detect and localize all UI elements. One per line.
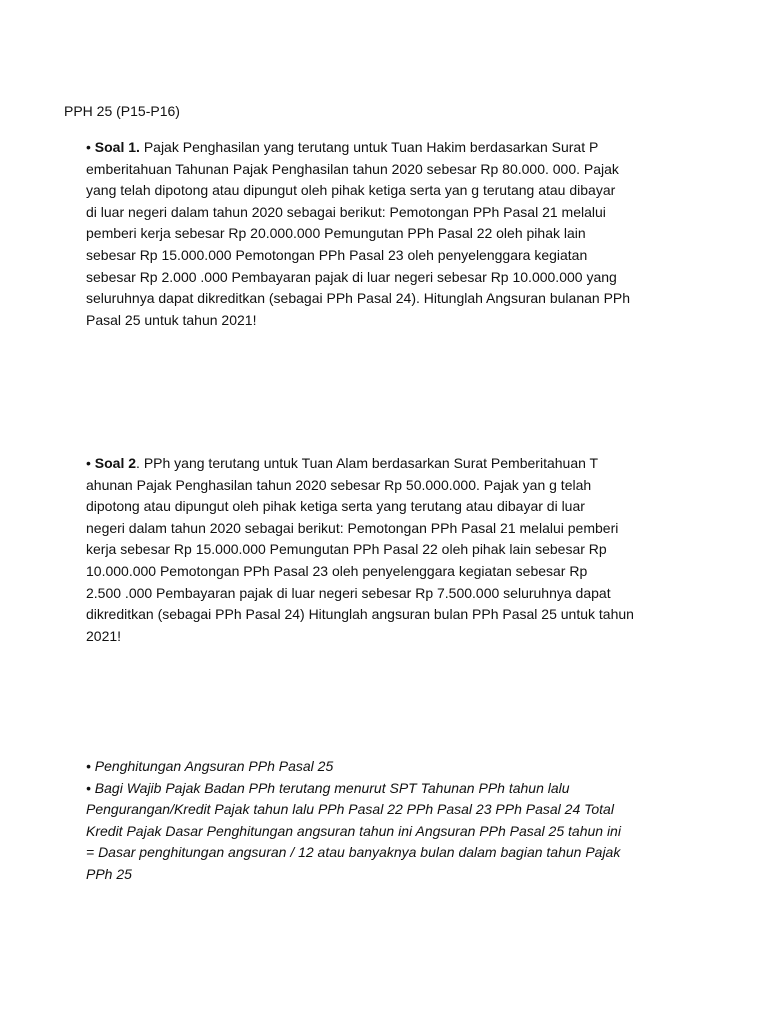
soal-2-text: kerja sebesar Rp 15.000.000 Pemungutan PPh Pasal 22 oleh pihak lain sebesar Rp [86, 541, 607, 558]
soal-1-text: sebesar Rp 2.000 .000 Pembayaran pajak di luar negeri sebesar Rp 10.000.000 yang [86, 268, 617, 285]
penghitungan-text: Kredit Pajak Dasar Penghitungan angsuran tahun ini Angsuran PPh Pasal 25 tahun ini [86, 822, 621, 839]
penghitungan-text: Pengurangan/Kredit Pajak tahun lalu PPh Pasal 22 PPh Pasal 23 PPh Pasal 24 Total [86, 801, 614, 818]
soal-1-text: yang telah dipotong atau dipungut oleh pihak ketiga serta yan g terutang atau dibayar [86, 182, 616, 199]
soal-1-text: Pasal 25 untuk tahun 2021! [86, 311, 257, 328]
penghitungan-text: • Bagi Wajib Pajak Badan PPh terutang menurut SPT Tahunan PPh tahun lalu [86, 779, 570, 796]
soal-1-text: seluruhnya dapat dikreditkan (sebagai PPh Pasal 24). Hitunglah Angsuran bulanan PPh [86, 290, 631, 307]
penghitungan-text: PPh 25 [86, 865, 132, 882]
soal-1-text: emberitahuan Tahunan Pajak Penghasilan tahun 2020 sebesar Rp 80.000. 000. Pajak [86, 160, 619, 177]
soal-2-text: . PPh yang terutang untuk Tuan Alam berdasarkan Surat Pemberitahuan T [136, 455, 599, 471]
soal-1-text: di luar negeri dalam tahun 2020 sebagai berikut: Pemotongan PPh Pasal 21 melalui [86, 203, 606, 220]
soal-2-text: 10.000.000 Pemotongan PPh Pasal 23 oleh penyelenggara kegiatan sebesar Rp [86, 562, 588, 579]
soal-2-text: ahunan Pajak Penghasilan tahun 2020 sebesar Rp 50.000.000. Pajak yan g telah [86, 476, 592, 493]
bullet: • [86, 139, 95, 155]
penghitungan-paragraph [86, 756, 666, 886]
soal-1-paragraph [86, 137, 666, 331]
soal-1-text: sebesar Rp 15.000.000 Pemotongan PPh Pasal 23 oleh penyelenggara kegiatan [86, 246, 588, 263]
soal-2-text: dikreditkan (sebagai PPh Pasal 24) Hitunglah angsuran bulan PPh Pasal 25 untuk tahun [86, 606, 634, 623]
penghitungan-text: • Penghitungan Angsuran PPh Pasal 25 [86, 758, 334, 774]
soal-2-paragraph [86, 453, 666, 647]
soal-2-text: 2021! [86, 627, 122, 644]
bullet: • [86, 455, 95, 471]
soal-2-text: 2.500 .000 Pembayaran pajak di luar negeri sebesar Rp 7.500.000 seluruhnya dapat [86, 584, 611, 601]
soal-1-text: pemberi kerja sebesar Rp 20.000.000 Pemungutan PPh Pasal 22 oleh pihak lain [86, 225, 586, 242]
soal-2-text: negeri dalam tahun 2020 sebagai berikut: Pemotongan PPh Pasal 21 melalui pemberi [86, 519, 619, 536]
soal-1-text: Pajak Penghasilan yang terutang untuk Tuan Hakim berdasarkan Surat P [139, 139, 599, 155]
soal-2-line-1 [86, 453, 666, 475]
soal-1-line-1 [86, 137, 666, 159]
document-heading: PPH 25 (P15-P16) [64, 103, 180, 119]
soal-2-label: Soal 2 [94, 455, 137, 471]
penghitungan-text: = Dasar penghitungan angsuran / 12 atau banyaknya bulan dalam bagian tahun Pajak [86, 844, 621, 861]
soal-2-text: dipotong atau dipungut oleh pihak ketiga serta yang terutang atau dibayar di luar [86, 498, 585, 515]
soal-1-label: Soal 1. [94, 139, 140, 155]
